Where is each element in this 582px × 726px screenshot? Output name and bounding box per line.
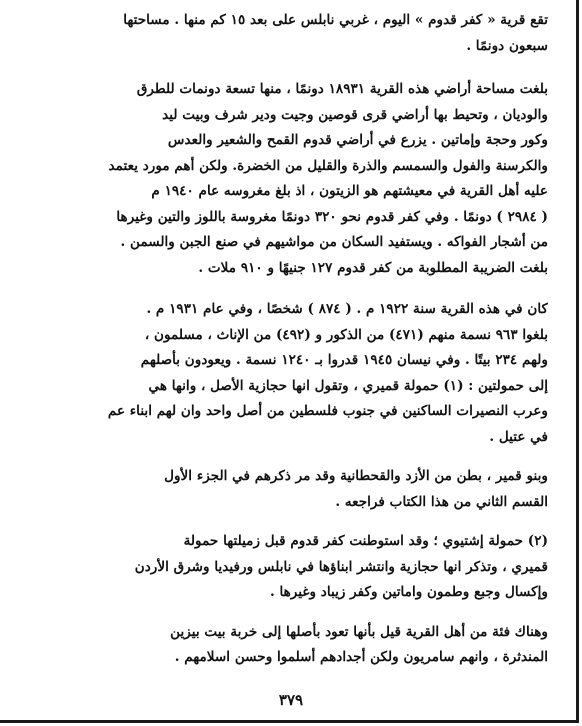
text-line: وهناك فئة من أهل القرية قيل بأنها تعود بأصلها إلى خربة بيت بيزين xyxy=(170,623,548,640)
text-line: كان في هذه القرية سنة ١٩٢٢ م . ( ٨٧٤ ) شخصًا ، وفي عام ١٩٣١ م . xyxy=(146,301,548,317)
paragraph-land xyxy=(58,77,548,281)
text-line: بلغت الضريبة المطلوبة من كفر قدوم ١٢٧ جنيهًا و ٩١٠ ملات . xyxy=(198,259,548,276)
text-line: تقع قرية « كفر قدوم » اليوم ، غربي نابلس على بعد ١٥ كم منها . مساحتها xyxy=(123,12,548,28)
paragraph-gap xyxy=(58,450,548,464)
text-line: من أشجار الفواكه . ويستفيد السكان من مواشيهم في صنع الجبن والسمن . xyxy=(120,234,548,250)
page-number: ٣٧٩ xyxy=(278,691,304,709)
paragraph-banu-qumayr xyxy=(58,464,548,515)
text-line: في عتيل . xyxy=(489,428,548,445)
paragraph-location xyxy=(58,8,548,59)
paragraph-gap xyxy=(58,281,548,297)
paragraph-gap xyxy=(58,59,548,77)
paragraph-gap xyxy=(58,606,548,620)
paragraph-gap xyxy=(58,515,548,529)
text-line: ولهم ٢٣٤ بيتًا . وفي نيسان ١٩٤٥ قدروا بـ ١٢٤٠ نسمة . ويعودون بأصلهم xyxy=(140,352,548,368)
text-line: بلغوا ٩٦٣ نسمة منهم (٤٧١) من الذكور و (٤٩٢) من الإناث ، مسلمون ، xyxy=(144,326,548,343)
text-line: وبنو قمير ، بطن من الأزد والقحطانية وقد مر ذكرهم في الجزء الأول xyxy=(164,468,548,484)
text-line: قميري ، وتذكر انها حجازية وانتشر ابناؤها في نابلس ورفيديا وشرق الأردن xyxy=(134,558,548,575)
text-line: عليه أهل القرية في معيشتهم هو الزيتون ، اذ بلغ مغروسه عام ١٩٤٠ م xyxy=(151,183,548,199)
text-line: سبعون دونمًا . xyxy=(466,37,548,54)
paragraph-population xyxy=(58,297,548,450)
text-line: ( ٢٩٨٤ ) دونمًا . وفي كفر قدوم نحو ٣٢٠ دونمًا مغروسة باللوز والتين وغيرها xyxy=(116,208,548,225)
text-line: بلغت مساحة أراضي هذه القرية ١٨٩٣١ دونمًا ، منها تسعة دونمات للطرق xyxy=(136,81,548,97)
document-page xyxy=(58,8,548,671)
text-line: المندثرة ، وانهم سامريون ولكن أجدادهم أسلموا وحسن اسلامهم . xyxy=(174,649,548,665)
text-line: والكرسنة والفول والسمسم والذرة والقليل من الخضرة. ولكن أهم مورد يعتمد xyxy=(108,157,548,174)
text-line: وكور وحجة وإماتين . يزرع في أراضي قدوم القمح والشعير والعدس xyxy=(167,132,548,148)
text-line: والوديان ، وتحيط بها أراضي قرى قوصين وجيت ودير شرف وبيت ليد xyxy=(162,106,548,123)
text-line: القسم الثاني من هذا الكتاب فراجعه . xyxy=(335,493,548,510)
text-line: وعرب النصيرات الساكنين في جنوب فلسطين من أصل واحد وان لهم ابناء عم xyxy=(107,403,548,419)
paragraph-ishtaywi xyxy=(58,529,548,606)
text-line: (٢) حمولة إشتيوي ؛ وقد استوطنت كفر قدوم قبل زميلتها حمولة xyxy=(183,533,548,549)
text-line: إلى حمولتين : (١) حمولة قميري ، وتقول انها حجازية الأصل ، وانها هي xyxy=(148,377,548,394)
paragraph-samaritans xyxy=(58,620,548,671)
text-line: وإكسال وجبع وطمون واماتين وكفر زيباد وغيرها . xyxy=(269,584,548,600)
